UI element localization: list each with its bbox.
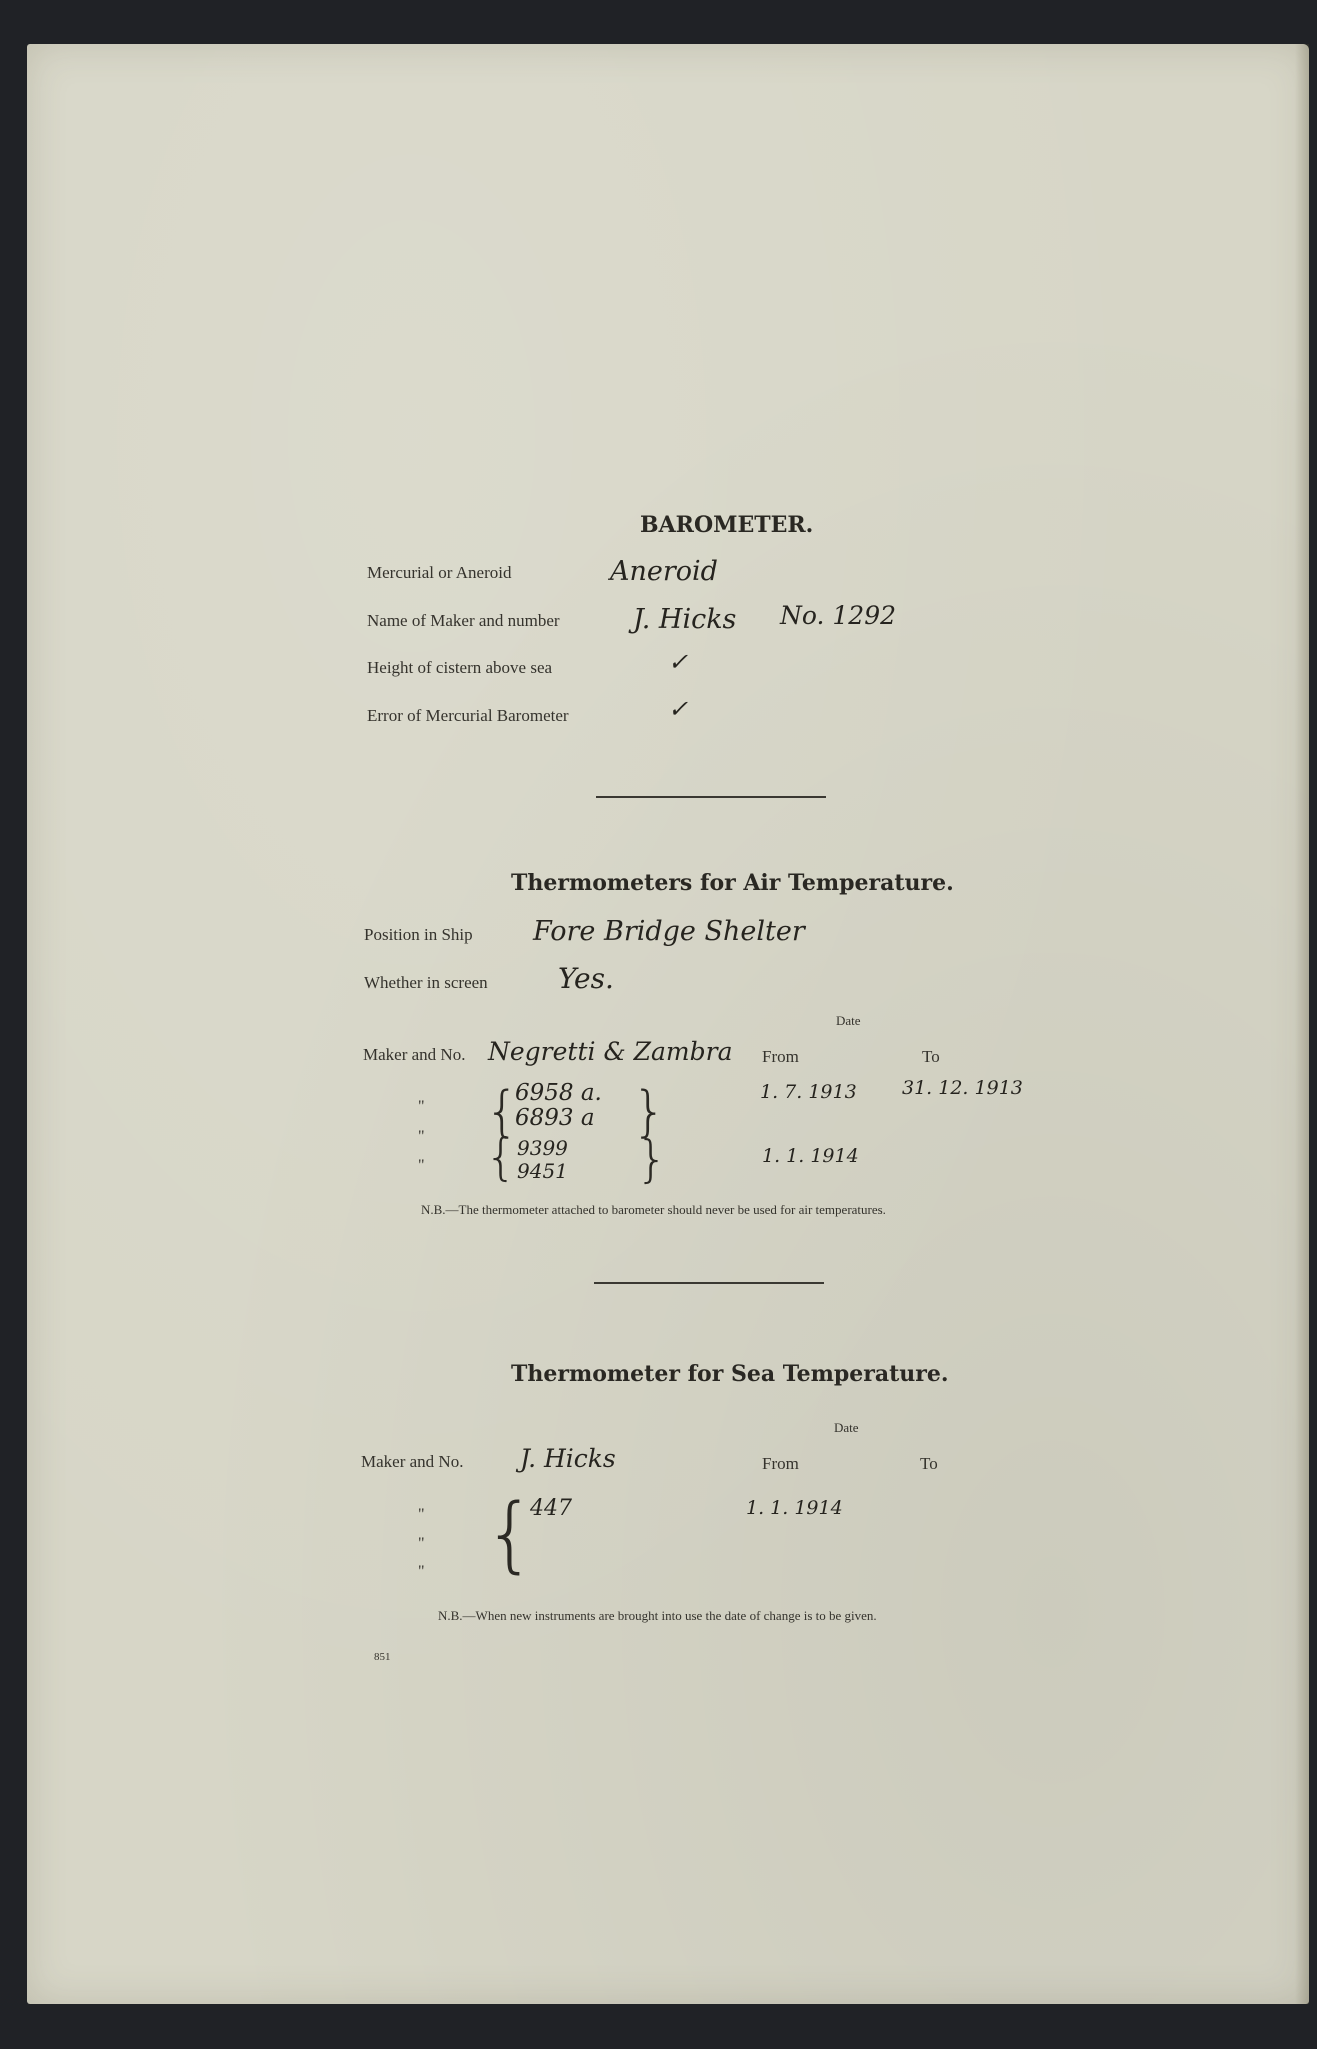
barometer-value-height: ✓: [668, 648, 689, 676]
sea-open-brace: {: [484, 1487, 537, 1582]
air-maker-value: Negretti & Zambra: [488, 1037, 733, 1066]
air-to-label: To: [922, 1047, 940, 1066]
sea-from-label: From: [762, 1454, 799, 1473]
sea-to-label: To: [920, 1454, 938, 1473]
barometer-label-height: Height of cistern above sea: [367, 658, 553, 677]
barometer-title: BAROMETER.: [640, 512, 814, 538]
form-number: 851: [374, 1651, 391, 1663]
air-screen-value: Yes.: [558, 962, 614, 995]
barometer-label-error: Error of Mercurial Barometer: [367, 706, 569, 725]
air-maker-label: Maker and No.: [363, 1045, 466, 1064]
air-from-date: 1. 7. 1913: [760, 1081, 857, 1103]
barometer-value-number: No. 1292: [780, 601, 897, 630]
air-thermometers-title: Thermometers for Air Temperature.: [511, 870, 954, 896]
air-close-brace-1: }: [632, 1080, 667, 1143]
air-thermometer-number: 9451: [517, 1159, 568, 1183]
air-open-brace-2: {: [485, 1128, 517, 1186]
air-position-label: Position in Ship: [364, 925, 473, 944]
air-screen-label: Whether in screen: [364, 973, 488, 992]
air-thermometer-number: 6958 a.: [515, 1080, 602, 1106]
sea-thermometer-title: Thermometer for Sea Temperature.: [511, 1361, 949, 1387]
air-from-date: 1. 1. 1914: [762, 1145, 859, 1167]
sea-maker-label: Maker and No.: [361, 1452, 464, 1471]
sea-thermometer-number: 447: [530, 1496, 572, 1521]
air-date-label: Date: [836, 1013, 861, 1028]
barometer-value-error: ✓: [668, 695, 689, 723]
air-note: N.B.—The thermometer attached to barometer should never be used for air temperatures.: [421, 1202, 886, 1217]
barometer-label-maker: Name of Maker and number: [367, 611, 560, 630]
air-ditto-2: ": [418, 1128, 425, 1145]
air-ditto-3: ": [418, 1157, 425, 1174]
sea-maker-value: J. Hicks: [520, 1444, 616, 1473]
air-thermometer-number: 6893 a: [515, 1105, 595, 1131]
paper-edge-shadow: [1295, 44, 1309, 2004]
sea-date-label: Date: [834, 1420, 859, 1435]
air-to-date: 31. 12. 1913: [902, 1077, 1023, 1099]
barometer-value-maker: J. Hicks: [633, 604, 737, 635]
air-open-brace-1: {: [485, 1080, 520, 1143]
section-divider-1: [596, 796, 826, 798]
air-ditto-1: ": [418, 1098, 425, 1115]
barometer-value-type: Aneroid: [610, 556, 718, 587]
sea-note: N.B.—When new instruments are brought into use the date of change is to be given.: [438, 1608, 877, 1623]
sea-ditto-2: ": [418, 1535, 425, 1552]
sea-ditto-1: ": [418, 1506, 425, 1523]
air-close-brace-2: }: [636, 1130, 668, 1188]
air-position-value: Fore Bridge Shelter: [533, 916, 805, 947]
sea-ditto-3: ": [418, 1563, 425, 1580]
sea-from-date: 1. 1. 1914: [746, 1497, 843, 1519]
air-from-label: From: [762, 1047, 799, 1066]
barometer-label-type: Mercurial or Aneroid: [367, 563, 512, 582]
section-divider-2: [594, 1282, 824, 1284]
air-thermometer-number: 9399: [517, 1136, 568, 1160]
form-page: [27, 44, 1309, 2004]
